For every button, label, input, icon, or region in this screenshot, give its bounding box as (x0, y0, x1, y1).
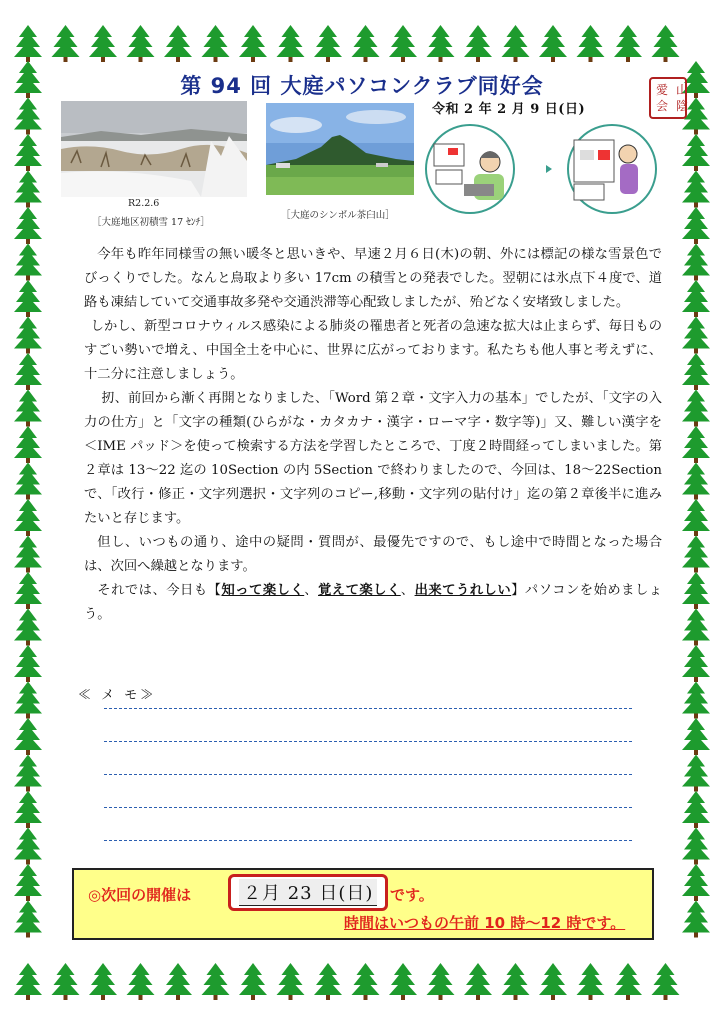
tree-icon (682, 171, 710, 208)
tree-icon (389, 963, 417, 1000)
tree-icon (14, 963, 42, 1000)
tree-icon (539, 25, 567, 62)
memo-line (104, 807, 632, 808)
tree-icon (614, 25, 642, 62)
tree-icon (682, 682, 710, 719)
paragraph-4: 但し、いつもの通り、途中の疑問・質問が、最優先ですので、もし途中で時間となった場合は、次回へ繰越となります。 (84, 535, 662, 574)
p5-tail: 】パソコンを始めましょう。 (84, 583, 663, 622)
tree-icon (14, 244, 42, 281)
mountain-photo (266, 103, 414, 195)
tree-icon (14, 171, 42, 208)
tree-icon (14, 207, 42, 244)
keyword-1: 知って楽しく (221, 583, 305, 598)
svg-text:陰: 陰 (676, 99, 688, 113)
tree-icon (652, 963, 680, 1000)
next-meeting-notice (72, 868, 654, 940)
tree-icon (14, 755, 42, 792)
tree-icon (682, 864, 710, 901)
page-title: 第 94 回 大庭パソコンクラブ同好会 (180, 74, 544, 98)
tree-icon (427, 963, 455, 1000)
tree-icon (14, 317, 42, 354)
p5-lead: それでは、今日も【 (97, 583, 222, 598)
tree-icon (682, 572, 710, 609)
tree-icon (577, 25, 605, 62)
svg-text:山: 山 (676, 83, 688, 97)
tree-icon (14, 864, 42, 901)
memo-line (104, 708, 632, 709)
tree-icon (89, 963, 117, 1000)
tree-icon (682, 426, 710, 463)
tree-icon (14, 353, 42, 390)
tree-icon (277, 25, 305, 62)
memo-line (104, 840, 632, 841)
tree-icon (539, 963, 567, 1000)
tree-icon (352, 963, 380, 1000)
tree-icon (277, 963, 305, 1000)
tree-icon (164, 25, 192, 62)
tree-icon (14, 280, 42, 317)
paragraph-2: しかし、新型コロナウィルス感染による肺炎の罹患者と死者の急速な拡大は止まらず、毎日ものすごい勢いで増え、中国全土を中心に、世界に広がっております。私たちも他人事と考えずに、十二分に注意しましょう。 (84, 319, 662, 382)
p5-sep-2: 、 (400, 583, 415, 598)
tree-icon (14, 25, 42, 62)
tree-icon (14, 572, 42, 609)
tree-icon (14, 791, 42, 828)
mountain-photo-caption: ［大庭のシンボル茶臼山］ (281, 210, 395, 221)
snow-photo-date: R2.2.6 (128, 198, 160, 209)
tree-icon (682, 718, 710, 755)
tree-icon (682, 536, 710, 573)
tree-icon (652, 25, 680, 62)
tree-icon (127, 25, 155, 62)
tree-icon (614, 963, 642, 1000)
tree-icon (14, 682, 42, 719)
tree-icon (682, 463, 710, 500)
next-date: ２月 23 日(日) (239, 879, 377, 906)
memo-label: ≪ メ モ≫ (78, 688, 157, 703)
keyword-3: 出来てうれしい (414, 583, 512, 598)
tree-icon (314, 25, 342, 62)
tree-icon (682, 353, 710, 390)
memo-line (104, 741, 632, 742)
tree-icon (202, 963, 230, 1000)
tree-icon (127, 963, 155, 1000)
tree-icon (502, 25, 530, 62)
tree-icon (14, 426, 42, 463)
tree-icon (164, 963, 192, 1000)
tree-icon (52, 25, 80, 62)
tree-icon (682, 207, 710, 244)
pc-learning-illustration (424, 122, 660, 216)
tree-icon (502, 963, 530, 1000)
tree-icon (14, 901, 42, 938)
snow-photo (61, 101, 247, 197)
tree-icon (14, 134, 42, 171)
paragraph-5 (84, 579, 662, 627)
notice-time: 時間はいつもの午前 10 時～12 時です。 (344, 914, 626, 932)
tree-icon (14, 828, 42, 865)
paragraph-3: 扨、前回から漸く再開となりました、「Word 第２章・文字入力の基本」でしたが、「文字の入力の仕方」と「文字の種類(ひらがな・カタカナ・漢字・ローマ字・数字等)」又、難しい漢字を＜IME パッド＞を使って検索する方法を学習したところで、丁度２時間経ってしまいました。第２章は 13～22 迄の 10Section の内 5Section で終わりましたので、今回は、18～22Section で、「改行・修正・文字列選択・文字列のコピー,移動・文字列の貼付け」迄の第２章後半に進みたいと存じます。 (84, 391, 662, 526)
tree-icon (682, 791, 710, 828)
seal-stamp (648, 76, 688, 120)
tree-icon (427, 25, 455, 62)
tree-icon (577, 963, 605, 1000)
tree-icon (52, 963, 80, 1000)
tree-icon (239, 963, 267, 1000)
keyword-2: 覚えて楽しく (318, 583, 401, 598)
tree-icon (202, 25, 230, 62)
svg-text:愛: 愛 (656, 83, 669, 97)
svg-text:会: 会 (656, 99, 669, 113)
notice-tail: です。 (390, 886, 434, 904)
tree-icon (14, 499, 42, 536)
tree-icon (682, 828, 710, 865)
tree-icon (14, 390, 42, 427)
p5-sep-1: 、 (304, 583, 318, 598)
notice-lead: ◎次回の開催は (88, 886, 192, 904)
tree-icon (682, 609, 710, 646)
tree-icon (464, 25, 492, 62)
tree-icon (682, 134, 710, 171)
body-text (84, 243, 662, 627)
tree-icon (239, 25, 267, 62)
tree-icon (682, 244, 710, 281)
memo-line (104, 774, 632, 775)
tree-icon (682, 499, 710, 536)
tree-icon (682, 901, 710, 938)
tree-icon (464, 963, 492, 1000)
tree-icon (14, 536, 42, 573)
tree-icon (14, 609, 42, 646)
tree-icon (682, 755, 710, 792)
tree-icon (314, 963, 342, 1000)
next-date-box (228, 874, 388, 911)
tree-icon (682, 280, 710, 317)
meeting-date: 令和 2 年 2 月 9 日(日) (432, 102, 586, 117)
tree-icon (14, 645, 42, 682)
tree-icon (89, 25, 117, 62)
tree-icon (682, 390, 710, 427)
tree-icon (389, 25, 417, 62)
tree-icon (682, 317, 710, 354)
snow-photo-caption: ［大庭地区初積雪 17 ｾﾝﾁ］ (92, 217, 210, 228)
tree-icon (682, 645, 710, 682)
tree-icon (352, 25, 380, 62)
memo-lines (104, 708, 632, 873)
tree-icon (14, 463, 42, 500)
tree-icon (14, 98, 42, 135)
paragraph-1: 今年も昨年同様雪の無い暖冬と思いきや、早速２月６日(木)の朝、外には標記の様な雪景色でびっくりでした。なんと鳥取より多い 17cm の積雪との発表でした。翌朝には氷点下４度で、道路も凍結していて交通事故多発や交通渋滞等心配致しましたが、殆どなく安堵致しました。 (84, 247, 662, 310)
tree-icon (14, 718, 42, 755)
